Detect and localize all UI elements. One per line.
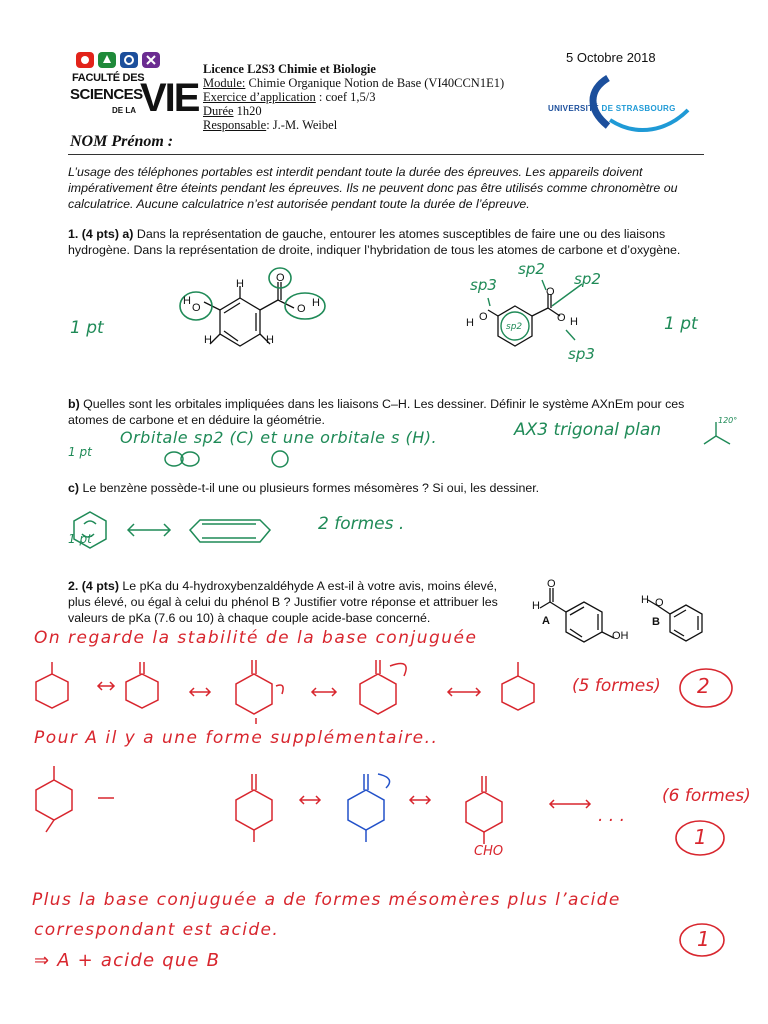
q1-a-line1: Dans la représentation de gauche, entourer les atomes susceptibles de faire une ou des liaisons [133,227,666,241]
faculty-logo-line3: DE LA [112,106,136,115]
date: 5 Octobre 2018 [566,50,656,65]
q1-c-score: 1 pt [68,532,92,546]
q1-left-mol-o2: O [297,303,306,315]
q1-right-mol-h2: H [570,316,578,328]
header-divider [68,154,704,155]
q1-sp3-bottom: sp3 [568,345,595,363]
course-responsible [203,118,504,132]
q1-left-mol-o3: O [276,272,285,284]
q2-forms-A: (6 formes) [662,786,751,806]
q1-c-benzene-forms [70,508,290,552]
faculty-logo-line4: VIE [140,76,199,120]
q1-b-answer: Orbitale sp2 (C) et une orbitale s (H). [120,428,438,447]
q2-conclusion-1: Plus la base conjuguée a de formes mésomères plus l’acide [32,890,621,910]
q1-sp3-top: sp3 [470,276,497,294]
duration-label: Durée [203,104,234,118]
q1-b-line1: Quelles sont les orbitales impliquées dans les liaisons C–H. Les dessiner. Définir le système AXnEm pour ces [79,397,685,411]
q1-number: 1. (4 pts) [68,227,119,241]
course-title: Licence L2S3 Chimie et Biologie [203,62,376,76]
q2-line2: plus élevé, ou égal à celui du phénol B ? Justifier votre réponse et attribuer les [68,595,498,609]
q1-left-mol-h3: H [236,278,244,290]
responsible-label: Responsable [203,118,267,132]
q1-ring-label: sp2 [506,322,523,332]
q1-b-score: 1 pt [68,445,92,459]
name-label: NOM Prénom : [70,133,174,150]
q1-b-answer2: AX3 trigonal plan [514,420,662,440]
responsible-value: : J.-M. Weibel [266,118,338,132]
q1-b-orbitals [160,448,300,472]
q2-mol-A-OH: OH [612,630,629,642]
q1-right-mol-h: H [466,317,474,329]
q2-circle-B-label: 2 [697,674,710,698]
q2-line3: valeurs de pKa (7.6 ou 10) à chaque couple acide-base concerné. [68,611,431,625]
q1-right-mol-o3: O [557,312,566,324]
q2-circle-A-label: 1 [694,825,707,849]
q2-label-A: A [542,615,550,627]
exercise-label: Exercice d’application [203,90,316,104]
q1-b-angle: 120° [718,416,738,425]
q1-right-score: 1 pt [664,314,698,334]
q1-a-label: a) [122,227,134,241]
faculty-logo-line2: SCIENCES [70,86,143,103]
course-duration [203,104,504,118]
faculty-logo-line1: FACULTÉ DES [72,72,145,84]
q1-left-mol-h2: H [312,297,320,309]
q1-a-text [68,226,713,258]
university-logo-prefix: UNIVERSITÉ [548,104,602,113]
module-label: Module: [203,76,246,90]
q2-answer-line1: On regarde la stabilité de la base conjuguée [34,628,478,648]
module-value: Chimie Organique Notion de Base (VI40CCN1E1) [245,76,505,90]
q2-conclusion-3: ⇒ A + acide que B [34,950,221,971]
q1-left-score: 1 pt [70,318,104,338]
q2-cho-label: CHO [474,844,504,859]
q2-circle-final-label: 1 [697,927,710,951]
q2-mol-B-O: O [655,597,664,609]
course-info [203,62,504,132]
q1-c-label: c) [68,481,80,495]
q2-phenolate-resonance [30,652,570,726]
university-logo-text [548,104,676,113]
q2-mol-A-H: H [532,600,540,612]
university-logo [548,70,698,140]
q2-dots: . . . [598,806,626,826]
q2-conclusion-2: correspondant est acide. [34,920,280,940]
q2-forms-B: (5 formes) [572,676,661,696]
q1-b-line2: atomes de carbone et en déduire la géométrie. [68,413,325,427]
university-logo-accent: DE STRASBOURG [601,104,676,113]
q2-answer-line2: Pour A il y a une forme supplémentaire.. [34,728,439,748]
q1-left-molecule [170,268,340,368]
q2-anion-A-resonance [30,760,630,870]
exercise-value: : coef 1,5/3 [315,90,376,104]
q1-sp2-top: sp2 [518,260,545,278]
q2-text [68,578,538,626]
faculty-logo [70,50,199,122]
q1-sp2-right: sp2 [574,270,601,288]
q1-left-mol-o1: O [192,302,201,314]
q2-line1: Le pKa du 4-hydroxybenzaldéhyde A est-il à votre avis, moins élevé, [118,579,498,593]
q1-left-mol-h1: H [183,295,191,307]
q1-c-text [68,480,713,496]
q2-molecule-A [536,582,646,652]
q1-right-mol-o1: O [479,311,488,323]
course-exercise [203,90,504,104]
duration-value: 1h20 [233,104,262,118]
q1-left-mol-h5: H [266,334,274,346]
q2-label-B: B [652,616,660,628]
q2-mol-A-O: O [547,578,556,590]
q1-c-line: Le benzène possède-t-il une ou plusieurs formes mésomères ? Si oui, les dessiner. [79,481,540,495]
exam-notice: L’usage des téléphones portables est interdit pendant toute la durée des épreuves. Les appareils doivent impérativement être éteints pendant les épreuves. Ils ne peuvent donc pas être utilisés comme chronomètre ou calculatrice. Aucune calculatrice n’est autorisée pendant toute la durée de l’épreuve. [68,165,678,211]
q1-right-mol-o2: O [546,286,555,298]
q1-c-answer: 2 formes . [318,514,405,534]
q1-b-label: b) [68,397,80,411]
q2-number: 2. (4 pts) [68,579,119,593]
q1-a-line2: hydrogène. Dans la représentation de droite, indiquer l’hybridation de tous les atomes de carbone et d’oxygène. [68,243,681,257]
q2-mol-B-H: H [641,594,649,606]
q1-left-mol-h4: H [204,334,212,346]
course-module [203,76,504,90]
